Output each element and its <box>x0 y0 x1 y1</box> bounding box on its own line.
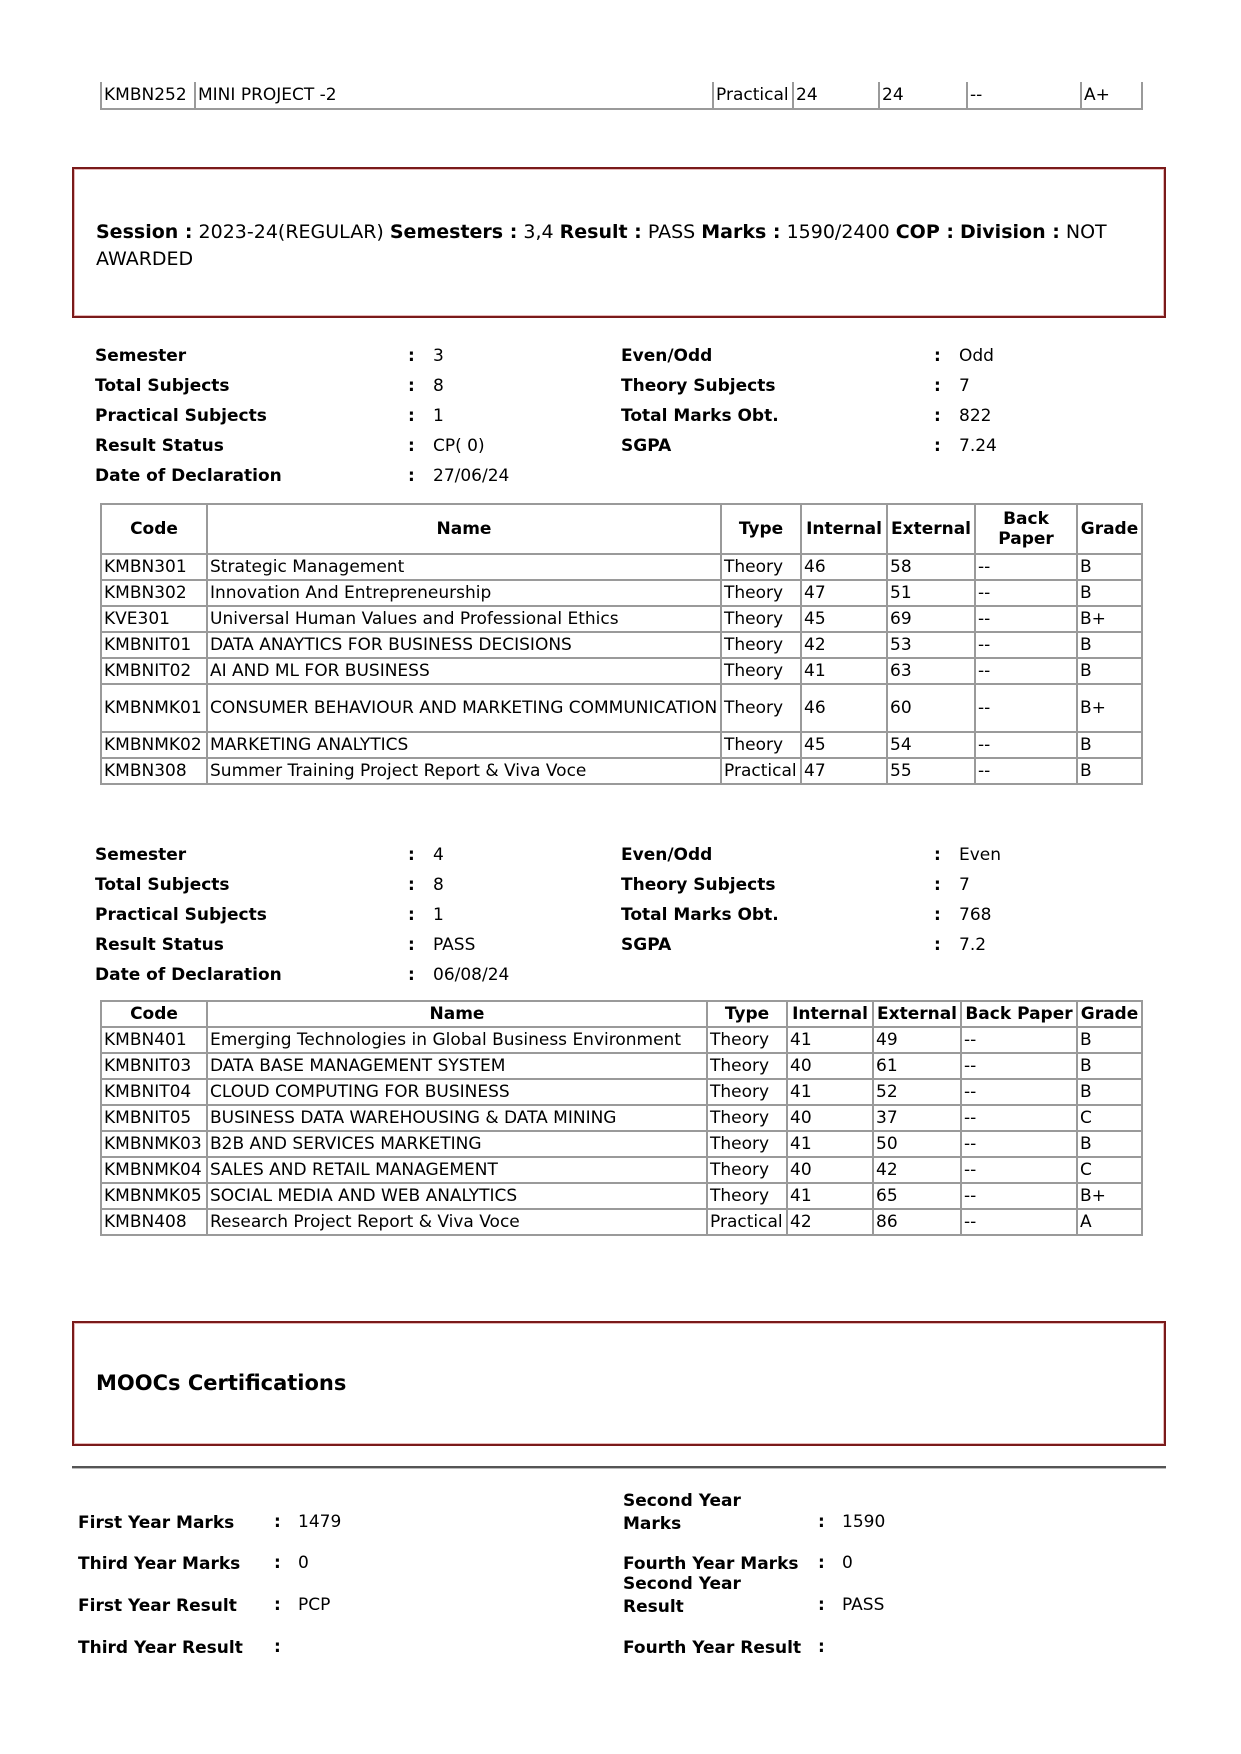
subject-type: Theory <box>707 1131 787 1157</box>
table-header-row <box>101 504 1142 554</box>
practical-subjects-value: 1 <box>433 406 444 426</box>
table-row <box>101 758 1142 784</box>
external-marks: 86 <box>873 1209 961 1235</box>
subject-name: Research Project Report & Viva Voce <box>207 1209 707 1235</box>
colon: : <box>818 1595 825 1615</box>
theory-subjects-value: 7 <box>959 875 970 895</box>
even-odd-label: Even/Odd <box>621 346 713 366</box>
subject-name: AI AND ML FOR BUSINESS <box>207 658 721 684</box>
back-paper: -- <box>975 606 1077 632</box>
marks-label: Marks : <box>701 221 781 243</box>
colon: : <box>408 376 415 396</box>
header-grade: Grade <box>1077 504 1142 554</box>
subject-name: MINI PROJECT -2 <box>195 82 713 109</box>
even-odd-value: Odd <box>959 346 994 366</box>
grade: B <box>1077 1079 1142 1105</box>
semester-3-marks-table <box>100 503 1143 785</box>
colon: : <box>274 1595 281 1615</box>
colon: : <box>818 1553 825 1573</box>
colon: : <box>274 1637 281 1657</box>
third-year-marks-label: Third Year Marks <box>78 1554 241 1574</box>
semester-label: Semester <box>95 346 187 366</box>
session-summary-box <box>72 167 1166 318</box>
subject-type: Theory <box>721 632 801 658</box>
total-marks-value: 822 <box>959 406 992 426</box>
second-year-result-value: PASS <box>842 1595 885 1615</box>
colon: : <box>934 935 941 955</box>
subject-type: Theory <box>707 1157 787 1183</box>
colon: : <box>408 436 415 456</box>
back-paper: -- <box>961 1105 1077 1131</box>
colon: : <box>408 346 415 366</box>
division-label: Division : <box>960 221 1060 243</box>
colon: : <box>934 845 941 865</box>
header-name: Name <box>207 1001 707 1027</box>
result-status-value: PASS <box>433 935 476 955</box>
total-marks-value: 768 <box>959 905 992 925</box>
colon: : <box>408 875 415 895</box>
total-subjects-value: 8 <box>433 875 444 895</box>
external-marks: 55 <box>887 758 975 784</box>
subject-name: Innovation And Entrepreneurship <box>207 580 721 606</box>
external-marks: 54 <box>887 732 975 758</box>
header-type: Type <box>707 1001 787 1027</box>
subject-code: KVE301 <box>101 606 207 632</box>
subject-code: KMBN252 <box>101 82 195 109</box>
date-of-declaration-value: 27/06/24 <box>433 466 510 486</box>
internal-marks: 41 <box>787 1183 873 1209</box>
practical-subjects-label: Practical Subjects <box>95 905 267 925</box>
header-code: Code <box>101 504 207 554</box>
table-row <box>101 1183 1142 1209</box>
internal-marks: 41 <box>787 1079 873 1105</box>
subject-type: Theory <box>721 580 801 606</box>
table-row <box>101 1027 1142 1053</box>
back-paper: -- <box>961 1131 1077 1157</box>
table-row <box>101 1209 1142 1235</box>
result-status-value: CP( 0) <box>433 436 485 456</box>
external-marks: 63 <box>887 658 975 684</box>
subject-type: Theory <box>707 1183 787 1209</box>
date-of-declaration-label: Date of Declaration <box>95 965 282 985</box>
subject-code: KMBNMK03 <box>101 1131 207 1157</box>
back-paper: -- <box>975 632 1077 658</box>
colon: : <box>274 1512 281 1532</box>
practical-subjects-label: Practical Subjects <box>95 406 267 426</box>
total-marks-label: Total Marks Obt. <box>621 905 779 925</box>
internal-marks: 41 <box>801 658 887 684</box>
table-row <box>101 554 1142 580</box>
sgpa-label: SGPA <box>621 935 672 955</box>
back-paper: -- <box>961 1053 1077 1079</box>
semester-4-marks-table <box>100 1000 1143 1236</box>
external-marks: 24 <box>879 82 967 109</box>
first-year-marks-value: 1479 <box>298 1512 342 1532</box>
back-paper: -- <box>975 758 1077 784</box>
external-marks: 61 <box>873 1053 961 1079</box>
total-subjects-value: 8 <box>433 376 444 396</box>
second-year-result-label: Second Year Result <box>623 1574 741 1617</box>
table-row <box>101 632 1142 658</box>
subject-name: Emerging Technologies in Global Business Environment <box>207 1027 707 1053</box>
table-row <box>101 684 1142 732</box>
back-paper: -- <box>961 1209 1077 1235</box>
table-row <box>101 1131 1142 1157</box>
internal-marks: 45 <box>801 606 887 632</box>
subject-type: Theory <box>721 606 801 632</box>
external-marks: 60 <box>887 684 975 732</box>
table-row <box>101 1053 1142 1079</box>
subject-name: DATA ANAYTICS FOR BUSINESS DECISIONS <box>207 632 721 658</box>
colon: : <box>934 346 941 366</box>
back-paper: -- <box>975 554 1077 580</box>
internal-marks: 24 <box>793 82 879 109</box>
header-back-paper: Back Paper <box>961 1001 1077 1027</box>
semesters-label: Semesters : <box>389 221 518 243</box>
external-marks: 37 <box>873 1105 961 1131</box>
subject-type: Practical <box>707 1209 787 1235</box>
marks-value: 1590/2400 <box>786 221 890 243</box>
first-year-marks-label: First Year Marks <box>78 1513 235 1533</box>
colon: : <box>934 436 941 456</box>
table-header-row <box>101 1001 1142 1027</box>
table-row <box>101 606 1142 632</box>
external-marks: 53 <box>887 632 975 658</box>
internal-marks: 42 <box>787 1209 873 1235</box>
external-marks: 49 <box>873 1027 961 1053</box>
back-paper: -- <box>975 732 1077 758</box>
external-marks: 42 <box>873 1157 961 1183</box>
back-paper: -- <box>961 1079 1077 1105</box>
subject-type: Theory <box>721 554 801 580</box>
previous-marks-table <box>100 82 1143 110</box>
internal-marks: 41 <box>787 1027 873 1053</box>
table-row <box>101 580 1142 606</box>
header-external: External <box>873 1001 961 1027</box>
colon: : <box>408 406 415 426</box>
sgpa-label: SGPA <box>621 436 672 456</box>
subject-type: Theory <box>707 1079 787 1105</box>
table-row <box>101 82 1142 109</box>
grade: B <box>1077 732 1142 758</box>
divider <box>72 1466 1166 1469</box>
subject-type: Practical <box>721 758 801 784</box>
total-subjects-label: Total Subjects <box>95 376 230 396</box>
subject-name: B2B AND SERVICES MARKETING <box>207 1131 707 1157</box>
back-paper: -- <box>967 82 1081 109</box>
practical-subjects-value: 1 <box>433 905 444 925</box>
grade: C <box>1077 1157 1142 1183</box>
back-paper: -- <box>975 684 1077 732</box>
header-type: Type <box>721 504 801 554</box>
date-of-declaration-label: Date of Declaration <box>95 466 282 486</box>
grade: B <box>1077 554 1142 580</box>
table-row <box>101 1157 1142 1183</box>
colon: : <box>934 905 941 925</box>
subject-code: KMBNIT02 <box>101 658 207 684</box>
fourth-year-result-label: Fourth Year Result <box>623 1638 802 1658</box>
subject-name: CONSUMER BEHAVIOUR AND MARKETING COMMUNICATION <box>207 684 721 732</box>
theory-subjects-label: Theory Subjects <box>621 875 776 895</box>
subject-code: KMBNMK04 <box>101 1157 207 1183</box>
external-marks: 51 <box>887 580 975 606</box>
table-row <box>101 658 1142 684</box>
grade: A <box>1077 1209 1142 1235</box>
subject-name: SOCIAL MEDIA AND WEB ANALYTICS <box>207 1183 707 1209</box>
subject-type: Theory <box>721 684 801 732</box>
subject-code: KMBNIT05 <box>101 1105 207 1131</box>
table-row <box>101 732 1142 758</box>
even-odd-label: Even/Odd <box>621 845 713 865</box>
colon: : <box>818 1512 825 1532</box>
external-marks: 52 <box>873 1079 961 1105</box>
header-external: External <box>887 504 975 554</box>
subject-type: Theory <box>707 1105 787 1131</box>
table-row <box>101 1079 1142 1105</box>
colon: : <box>934 875 941 895</box>
subject-type: Practical <box>713 82 793 109</box>
back-paper: -- <box>961 1027 1077 1053</box>
subject-name: Universal Human Values and Professional Ethics <box>207 606 721 632</box>
theory-subjects-value: 7 <box>959 376 970 396</box>
grade: B <box>1077 1053 1142 1079</box>
subject-type: Theory <box>721 732 801 758</box>
subject-type: Theory <box>707 1027 787 1053</box>
grade: B+ <box>1077 606 1142 632</box>
external-marks: 58 <box>887 554 975 580</box>
subject-name: Summer Training Project Report & Viva Voce <box>207 758 721 784</box>
back-paper: -- <box>961 1183 1077 1209</box>
moocs-title: MOOCs Certifications <box>96 1371 347 1395</box>
header-code: Code <box>101 1001 207 1027</box>
subject-code: KMBNIT01 <box>101 632 207 658</box>
colon: : <box>934 376 941 396</box>
session-label: Session : <box>96 221 193 243</box>
subject-code: KMBNMK01 <box>101 684 207 732</box>
session-value: 2023-24(REGULAR) <box>198 221 384 243</box>
second-year-marks-label: Second Year Marks <box>623 1491 741 1534</box>
fourth-year-marks-value: 0 <box>842 1553 853 1573</box>
back-paper: -- <box>975 580 1077 606</box>
internal-marks: 40 <box>787 1053 873 1079</box>
result-label: Result : <box>559 221 642 243</box>
third-year-marks-value: 0 <box>298 1553 309 1573</box>
semester-label: Semester <box>95 845 187 865</box>
colon: : <box>408 935 415 955</box>
external-marks: 65 <box>873 1183 961 1209</box>
theory-subjects-label: Theory Subjects <box>621 376 776 396</box>
total-marks-label: Total Marks Obt. <box>621 406 779 426</box>
colon: : <box>274 1553 281 1573</box>
grade: B+ <box>1077 684 1142 732</box>
header-grade: Grade <box>1077 1001 1142 1027</box>
internal-marks: 46 <box>801 554 887 580</box>
subject-type: Theory <box>721 658 801 684</box>
grade: C <box>1077 1105 1142 1131</box>
subject-code: KMBNMK02 <box>101 732 207 758</box>
back-paper: -- <box>961 1157 1077 1183</box>
semesters-value: 3,4 <box>523 221 554 243</box>
grade: A+ <box>1081 82 1142 109</box>
subject-type: Theory <box>707 1053 787 1079</box>
result-status-label: Result Status <box>95 436 224 456</box>
colon: : <box>408 466 415 486</box>
colon: : <box>818 1637 825 1657</box>
moocs-certifications-box <box>72 1321 1166 1446</box>
subject-code: KMBN401 <box>101 1027 207 1053</box>
subject-code: KMBNMK05 <box>101 1183 207 1209</box>
subject-code: KMBN301 <box>101 554 207 580</box>
internal-marks: 45 <box>801 732 887 758</box>
even-odd-value: Even <box>959 845 1002 865</box>
internal-marks: 41 <box>787 1131 873 1157</box>
colon: : <box>408 905 415 925</box>
result-status-label: Result Status <box>95 935 224 955</box>
internal-marks: 46 <box>801 684 887 732</box>
third-year-result-label: Third Year Result <box>78 1638 243 1658</box>
subject-code: KMBN408 <box>101 1209 207 1235</box>
colon: : <box>934 406 941 426</box>
grade: B+ <box>1077 1183 1142 1209</box>
subject-name: MARKETING ANALYTICS <box>207 732 721 758</box>
table-row <box>101 1105 1142 1131</box>
cop-label: COP : <box>895 221 954 243</box>
subject-name: Strategic Management <box>207 554 721 580</box>
header-internal: Internal <box>787 1001 873 1027</box>
internal-marks: 42 <box>801 632 887 658</box>
subject-code: KMBN302 <box>101 580 207 606</box>
colon: : <box>408 845 415 865</box>
date-of-declaration-value: 06/08/24 <box>433 965 510 985</box>
grade: B <box>1077 632 1142 658</box>
semester-value: 3 <box>433 346 444 366</box>
subject-code: KMBN308 <box>101 758 207 784</box>
grade: B <box>1077 580 1142 606</box>
grade: B <box>1077 1131 1142 1157</box>
second-year-marks-value: 1590 <box>842 1512 886 1532</box>
session-summary <box>96 219 1134 273</box>
colon: : <box>408 965 415 985</box>
header-internal: Internal <box>801 504 887 554</box>
external-marks: 69 <box>887 606 975 632</box>
header-back-paper: Back Paper <box>975 504 1077 554</box>
grade: B <box>1077 758 1142 784</box>
subject-name: SALES AND RETAIL MANAGEMENT <box>207 1157 707 1183</box>
internal-marks: 47 <box>801 580 887 606</box>
result-value: PASS <box>647 221 696 243</box>
internal-marks: 40 <box>787 1157 873 1183</box>
subject-code: KMBNIT04 <box>101 1079 207 1105</box>
header-name: Name <box>207 504 721 554</box>
total-subjects-label: Total Subjects <box>95 875 230 895</box>
grade: B <box>1077 658 1142 684</box>
subject-name: DATA BASE MANAGEMENT SYSTEM <box>207 1053 707 1079</box>
sgpa-value: 7.2 <box>959 935 987 955</box>
first-year-result-label: First Year Result <box>78 1596 237 1616</box>
external-marks: 50 <box>873 1131 961 1157</box>
internal-marks: 40 <box>787 1105 873 1131</box>
subject-code: KMBNIT03 <box>101 1053 207 1079</box>
back-paper: -- <box>975 658 1077 684</box>
internal-marks: 47 <box>801 758 887 784</box>
fourth-year-marks-label: Fourth Year Marks <box>623 1554 799 1574</box>
division-value: NOT AWARDED <box>96 221 1107 270</box>
first-year-result-value: PCP <box>298 1595 331 1615</box>
semester-value: 4 <box>433 845 444 865</box>
sgpa-value: 7.24 <box>959 436 997 456</box>
grade: B <box>1077 1027 1142 1053</box>
subject-name: BUSINESS DATA WAREHOUSING & DATA MINING <box>207 1105 707 1131</box>
subject-name: CLOUD COMPUTING FOR BUSINESS <box>207 1079 707 1105</box>
